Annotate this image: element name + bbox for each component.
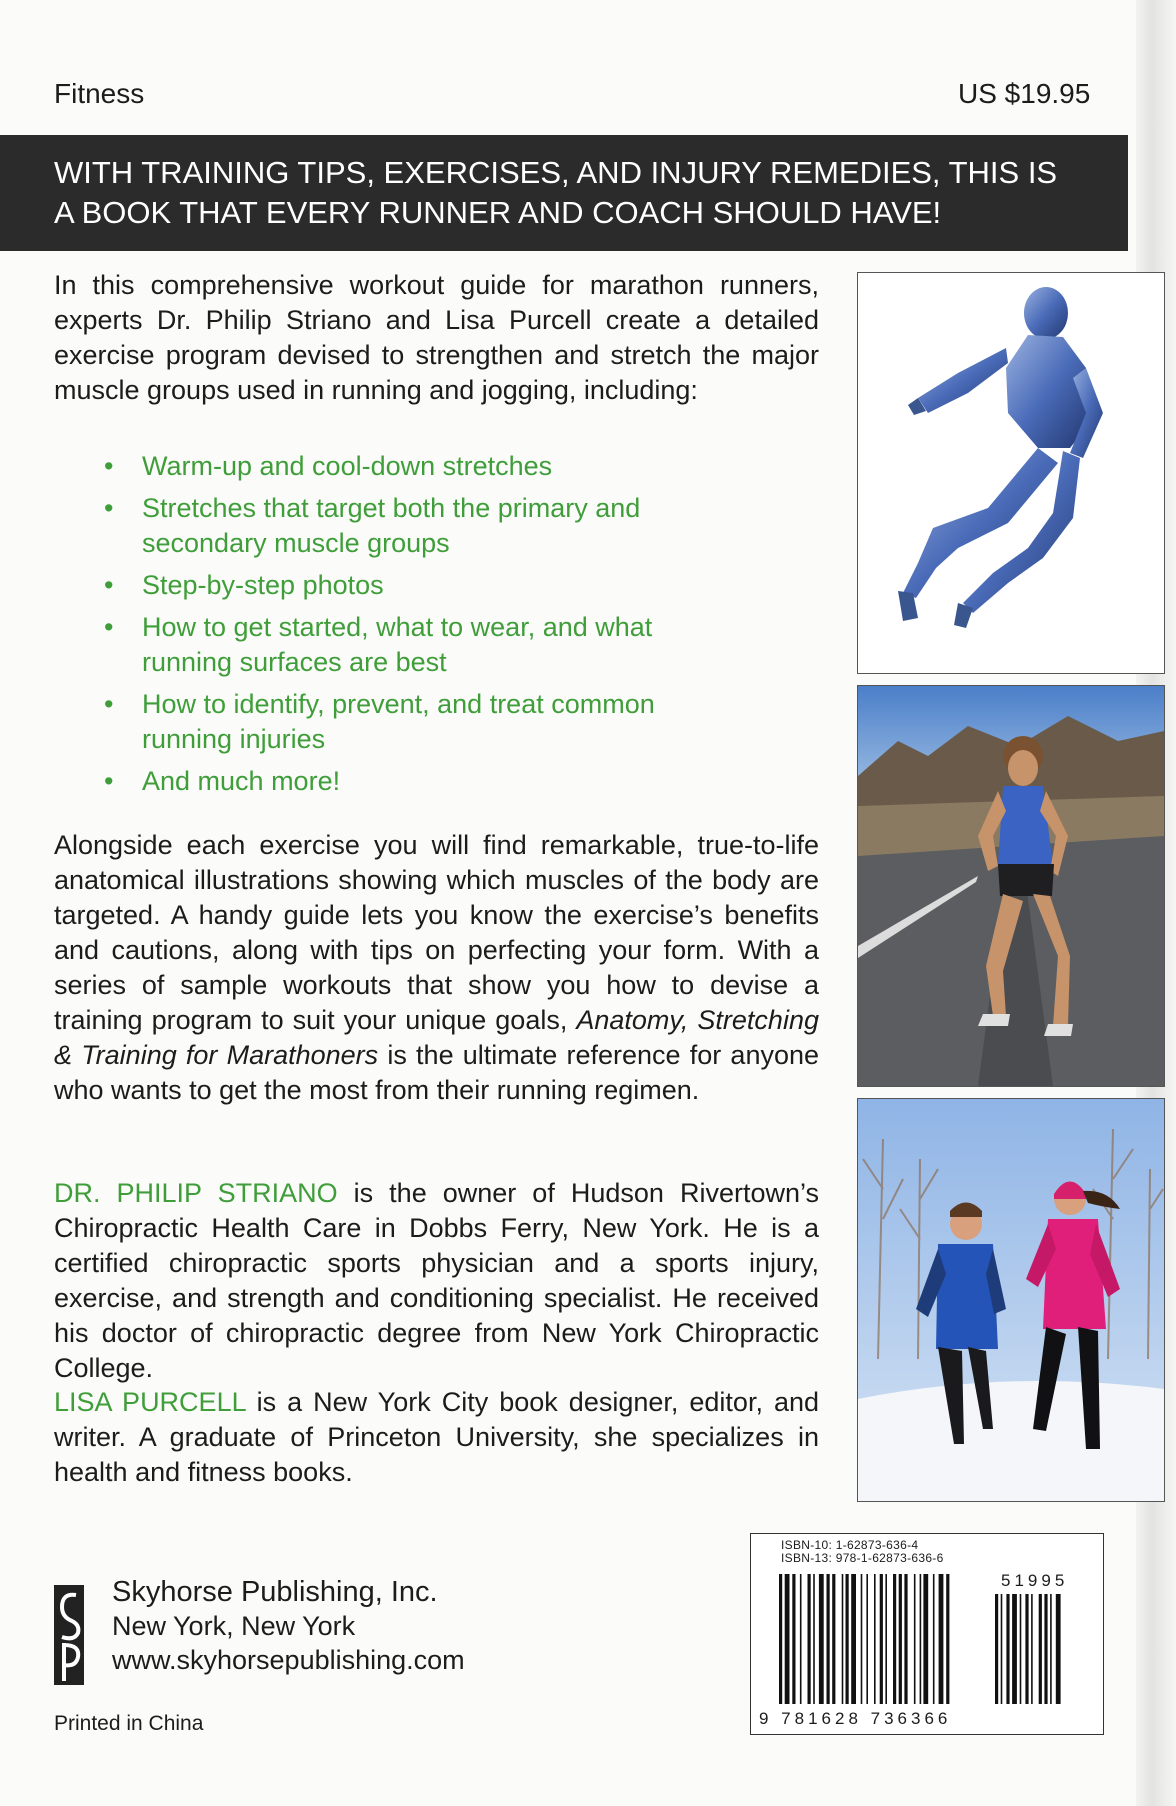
tagline-line-2: A BOOK THAT EVERY RUNNER AND COACH SHOULD HAVE!	[54, 195, 942, 230]
winter-runners-scene	[858, 1099, 1164, 1501]
feature-item: • How to get started, what to wear, and what running surfaces are best	[100, 610, 660, 680]
isbn-barcode-box	[750, 1533, 1104, 1735]
feature-item: • How to identify, prevent, and treat common running injuries	[100, 687, 660, 757]
feature-item: • And much more!	[100, 764, 660, 799]
barcode-icon	[777, 1564, 1097, 1714]
publisher-info	[112, 1575, 572, 1677]
feature-item: • Warm-up and cool-down stretches	[100, 449, 660, 484]
tagline-banner	[0, 135, 1128, 251]
feature-item: • Stretches that target both the primary and secondary muscle groups	[100, 491, 660, 561]
road-runner-photo	[857, 685, 1165, 1087]
barcode-digits: 9 781628 736366	[759, 1709, 952, 1728]
description-text: Alongside each exercise you will find remarkable, true-to-life anatomical illustrations showing which muscles of the body are targeted. A handy guide lets you know the exercise’s benefits and cautions, along with tips on perfecting your form. With a series of sample workouts that show you how to devise a training program to suit your unique goals,	[54, 830, 819, 1035]
publisher-logo-icon	[54, 1585, 84, 1685]
anatomy-illustration-photo	[857, 272, 1165, 674]
book-title: Anatomy, Stretching & Training for Marathoners	[54, 1005, 819, 1070]
isbn-10: ISBN-10: 1-62873-636-4	[781, 1538, 919, 1552]
category-label: Fitness	[54, 78, 145, 109]
author-bio-purcell	[54, 1385, 819, 1490]
description-text-end: is the ultimate reference for anyone who wants to get the most from their running regimen.	[54, 1040, 820, 1105]
tagline-line-1: WITH TRAINING TIPS, EXERCISES, AND INJURY REMEDIES, THIS IS	[54, 155, 1058, 190]
description-paragraph	[54, 828, 819, 1108]
road-runner-scene	[858, 686, 1164, 1086]
price-label: US $19.95	[958, 78, 1091, 109]
publisher-location: New York, New York	[112, 1611, 356, 1641]
publisher-website: www.skyhorsepublishing.com	[112, 1645, 465, 1675]
printed-in-label: Printed in China	[54, 1712, 204, 1735]
feature-list	[100, 449, 660, 806]
feature-item: • Step-by-step photos	[100, 568, 660, 603]
author-bio: is the owner of Hudson Rivertown’s Chiropractic Health Care in Dobbs Ferry, New York. He is a certified chiropractic sports physician and a sports injury, exercise, and strength and conditioning specialist. He received his doctor of chiropractic degree from New York Chiropractic College.	[54, 1178, 819, 1383]
price-code: 51995	[1001, 1571, 1069, 1590]
author-bio: is a New York City book designer, editor, and writer. A graduate of Princeton University, she specializes in health and fitness books.	[54, 1387, 819, 1487]
anatomy-runner-figure	[858, 273, 1164, 673]
author-name: LISA PURCELL	[54, 1387, 246, 1417]
intro-paragraph: In this comprehensive workout guide for marathon runners, experts Dr. Philip Striano and Lisa Purcell create a detailed exercise program devised to strengthen and stretch the major muscle groups used in running and jogging, including:	[54, 270, 819, 405]
author-bio-striano	[54, 1176, 819, 1386]
author-name: DR. PHILIP STRIANO	[54, 1178, 338, 1208]
isbn-13: ISBN-13: 978-1-62873-636-6	[781, 1551, 944, 1565]
winter-runners-photo	[857, 1098, 1165, 1502]
publisher-name: Skyhorse Publishing, Inc.	[112, 1576, 438, 1608]
